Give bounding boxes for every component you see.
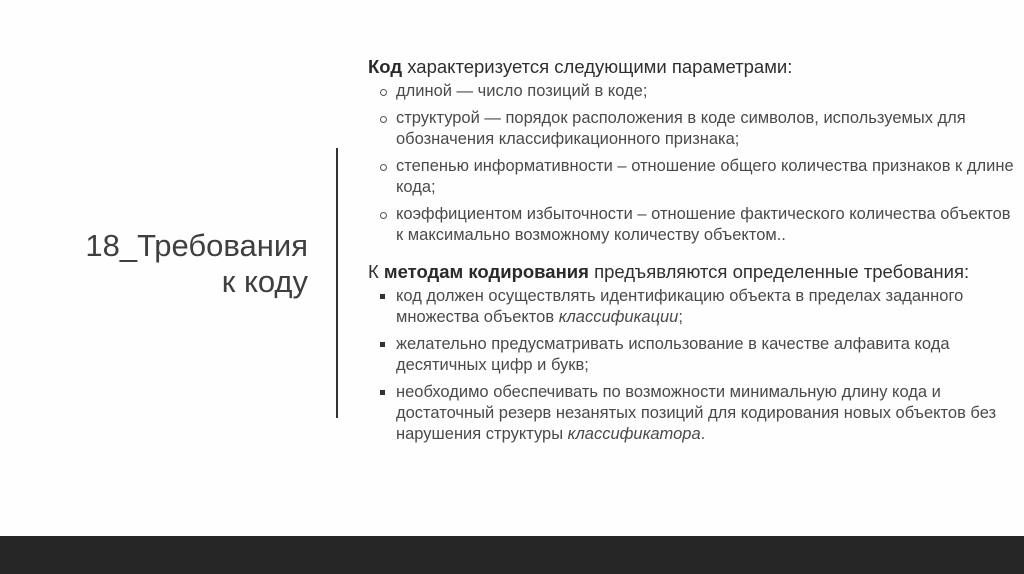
slide-title-line2: к коду [221,264,308,299]
list-item: структурой — порядок расположения в коде символов, используемых для обозначения классификационного признака; [368,108,1018,150]
list-item-text: необходимо обеспечивать по возможности минимальную длину кода и достаточный резерв незанятых позиций для кодирования новых объектов без нарушения структуры [396,383,997,443]
list-item-italic: классификатора [567,425,701,443]
coding-methods-heading [368,260,1018,283]
list-item: степенью информативности – отношение общего количества признаков к длине кода; [368,156,1018,198]
list-item: длиной — число позиций в коде; [368,81,1018,102]
list-item [368,382,1018,445]
slide-title-line1: 18_Требования [85,228,308,263]
code-params-heading [368,55,1018,78]
slide-content [368,55,1018,451]
slide-title [85,228,308,300]
vertical-divider [336,148,338,418]
list-item: коэффициентом избыточности – отношение фактического количества объектов к максимально возможному количеству объектом.. [368,204,1018,246]
list-item-text: код должен осуществлять идентификацию объекта в пределах заданного множества объектов [396,287,964,326]
code-params-list [368,81,1018,246]
coding-methods-heading-rest: предъявляются определенные требования: [588,261,970,282]
coding-methods-heading-bold: методам кодирования [383,261,589,282]
code-params-heading-bold: Код [368,56,403,77]
list-item-italic: классификации [558,308,679,326]
code-params-heading-rest: характеризуется следующими параметрами: [402,56,793,77]
coding-methods-heading-pre: К [368,261,384,282]
bottom-bar [0,536,1024,574]
list-item [368,334,1018,376]
list-item-end: ; [678,308,683,326]
coding-requirements-list [368,286,1018,445]
list-item-text: желательно предусматривать использование в качестве алфавита кода десятичных цифр и букв; [396,335,950,374]
list-item [368,286,1018,328]
list-item-end: . [700,425,706,443]
